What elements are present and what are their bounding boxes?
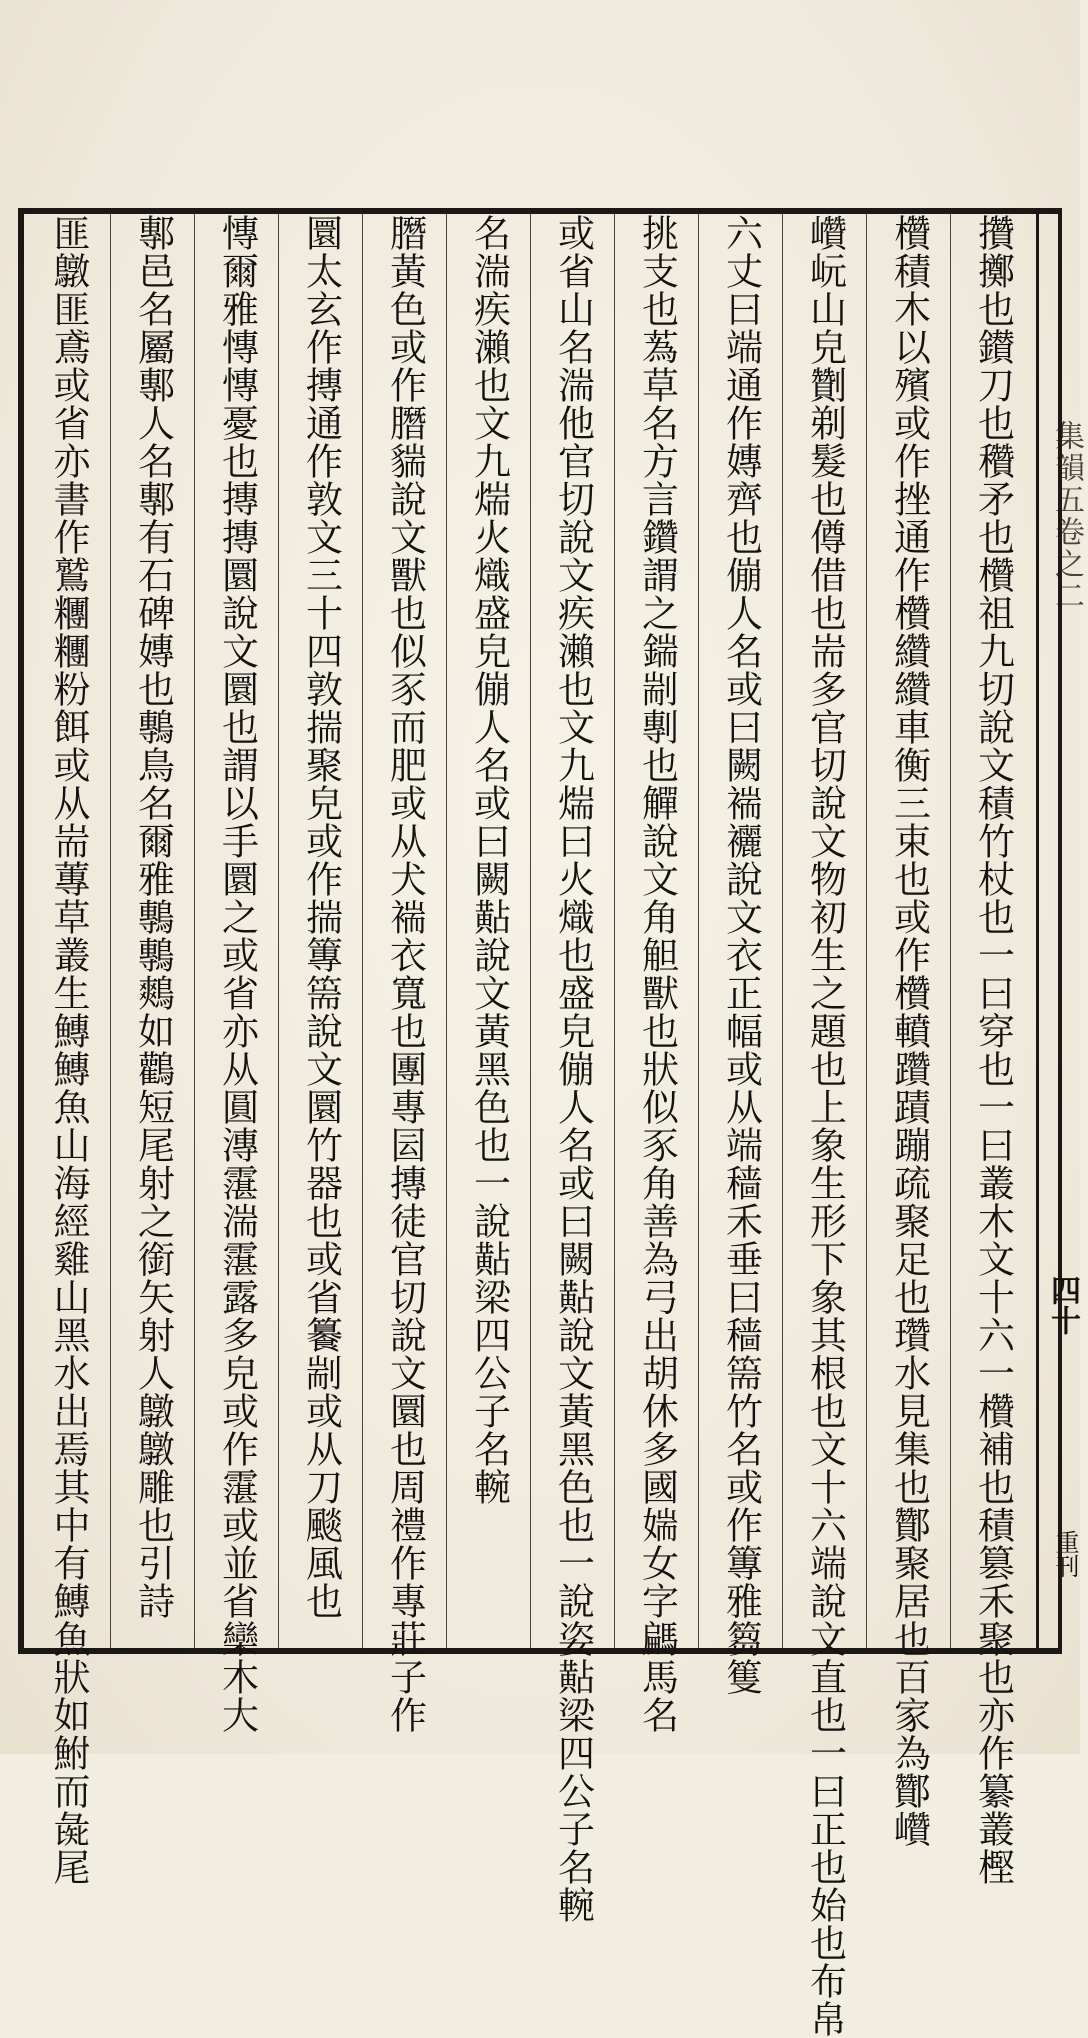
column-text: 匪鷻匪鳶或省亦書作鷲糰糰粉餌或从耑蓴草叢生鱄鱄魚山海經雞山黑水出焉其中有鱄魚狀如鮒而彘尾	[47, 214, 90, 1886]
column-text: 慱爾雅慱慱憂也摶摶圜說文圜也謂以手圜之或省亦从圓漙霮湍霮露多皃或作霮或並省欒木大	[215, 214, 259, 1734]
text-column-8	[362, 214, 446, 1734]
text-column-6	[530, 214, 614, 1924]
text-column-12	[26, 214, 110, 1886]
text-column-7	[446, 214, 530, 1648]
column-text: 名湍疾瀨也文九煓火熾盛皃傰人名或曰闕黇說文黃黑色也一說黇梁四公子名䡝	[467, 214, 511, 1506]
text-column-4	[698, 214, 782, 1696]
column-text: 鄟邑名屬鄟人名鄟有石碑嫥也鷒鳥名爾雅鷒鷒鷞如鸛短尾射之銜矢射人鷻鷻雕也引詩	[131, 214, 175, 1620]
column-text: 圜太玄作摶通作敦文三十四敦揣聚皃或作揣篿篅說文圜竹器也或省䉵剬或从刀颷風也	[299, 214, 343, 1620]
folio-number: 四十	[1045, 1275, 1080, 1335]
text-column-9	[278, 214, 362, 1648]
column-text: 六丈曰端通作嫥齊也傰人名或曰闕褍襹說文衣正幅或从端穑禾垂曰穑篅竹名或作篿雅篘篗	[719, 214, 763, 1696]
running-title: 集韻五卷之二	[1049, 420, 1084, 612]
text-column-11	[110, 214, 194, 1648]
column-text: 挑支也蒍草名方言鑽謂之鍴剬剸也觶說文角觛獸也狀似豕角善為弓出胡休多國媏女字騗馬名	[635, 214, 679, 1734]
text-column-3	[782, 214, 866, 2038]
text-column-2	[866, 214, 950, 1848]
column-text: 䐶黃色或作䐶貒說文獸也似豕而肥或从犬褍衣寬也團專囩摶徒官切說文圜也周禮作專莊子作	[383, 214, 427, 1734]
column-text: 或省山名湍他官切說文疾瀨也文九煓曰火熾也盛皃傰人名或曰闕黇說文黃黑色也一說姿黇梁四公子名䡝	[551, 214, 595, 1924]
column-text: 欑積木以殯或作挫通作欑纘纘車衡三束也或作欑轒躦蹟蹦疏聚足也瓚水見集也酇聚居也百家為酇巑	[887, 214, 931, 1848]
text-column-5	[614, 214, 698, 1734]
text-columns	[24, 214, 1034, 2038]
reprint-mark: 重刊	[1051, 1530, 1079, 1578]
column-text: 巑岏山皃劗剃髮也僔借也耑多官切說文物初生之題也上象生形下象其根也文十六端說文直也一曰正也始也布帛	[803, 214, 847, 2038]
column-text: 攢擲也鑚刀也穳矛也欑祖九切說文積竹杖也一曰穿也一曰叢木文十六一欑補也積篡禾聚也亦作纂叢樫	[971, 214, 1015, 1886]
text-column-1	[950, 214, 1034, 1886]
text-column-10	[194, 214, 278, 1734]
